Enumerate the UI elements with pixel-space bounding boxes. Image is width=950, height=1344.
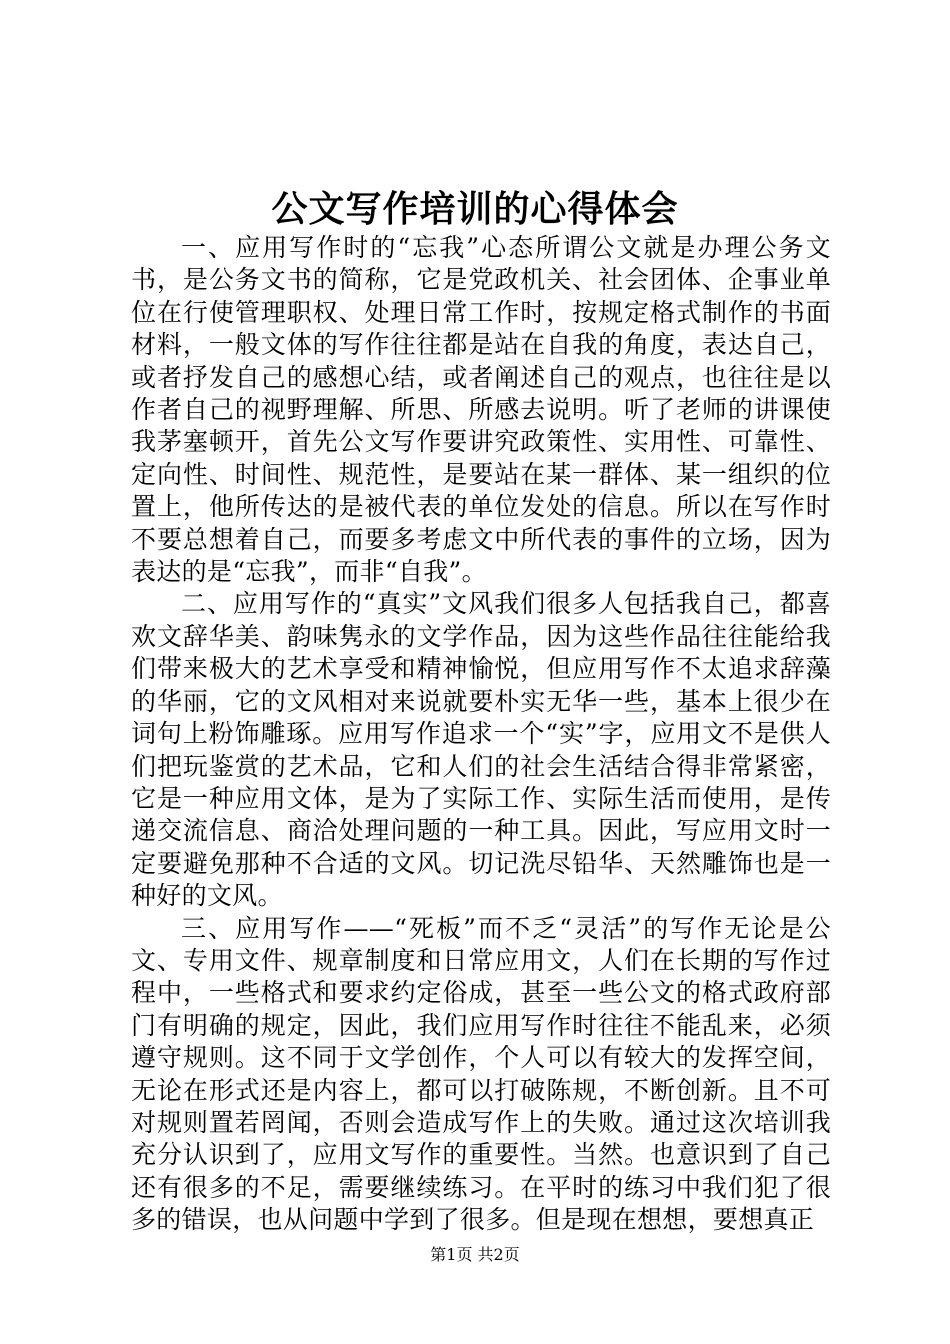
paragraph-1: 一、应用写作时的“忘我”心态所谓公文就是办理公务文书，是公务文书的简称，它是党政机关、社会团体、企事业单位在行使管理职权、处理日常工作时，按规定格式制作的书面材料，一般文体的写作往往都是站在自我的角度，表达自己，或者抒发自己的感想心结，或者阐述自己的观点，也往往是以作者自己的视野理解、所思、所感去说明。听了老师的讲课使我茅塞顿开，首先公文写作要讲究政策性、实用性、可靠性、定向性、时间性、规范性，是要站在某一群体、某一组织的位置上，他所传达的是被代表的单位发处的信息。所以在写作时不要总想着自己，而要多考虑文中所代表的事件的立场，因为表达的是“忘我”，而非“自我”。 xyxy=(131,233,831,587)
document-body xyxy=(131,232,831,1237)
page-number-footer: 第1页 共2页 xyxy=(430,1245,520,1264)
paragraph-3: 三、应用写作——“死板”而不乏“灵活”的写作无论是公文、专用文件、规章制度和日常应用文，人们在长期的写作过程中，一些格式和要求约定俗成，甚至一些公文的格式政府部门有明确的规定，因此，我们应用写作时往往不能乱来，必须遵守规则。这不同于文学创作，个人可以有较大的发挥空间，无论在形式还是内容上，都可以打破陈规，不断创新。且不可对规则置若罔闻，否则会造成写作上的失败。通过这次培训我充分认识到了，应用文写作的重要性。当然。也意识到了自己还有很多的不足，需要继续练习。在平时的练习中我们犯了很多的错误，也从问题中学到了很多。但是现在想想，要想真正 xyxy=(131,913,831,1235)
document-title: 公文写作培训的心得体会 xyxy=(271,188,679,230)
paragraph-2: 二、应用写作的“真实”文风我们很多人包括我自己，都喜欢文辞华美、韵味隽永的文学作品，因为这些作品往往能给我们带来极大的艺术享受和精神愉悦，但应用写作不太追求辞藻的华丽，它的文风相对来说就要朴实无华一些，基本上很少在词句上粉饰雕琢。应用写作追求一个“实”字，应用文不是供人们把玩鉴赏的艺术品，它和人们的社会生活结合得非常紧密，它是一种应用文体，是为了实际工作、实际生活而使用，是传递交流信息、商洽处理问题的一种工具。因此，写应用文时一定要避免那种不合适的文风。切记洗尽铅华、天然雕饰也是一种好的文风。 xyxy=(131,589,831,911)
